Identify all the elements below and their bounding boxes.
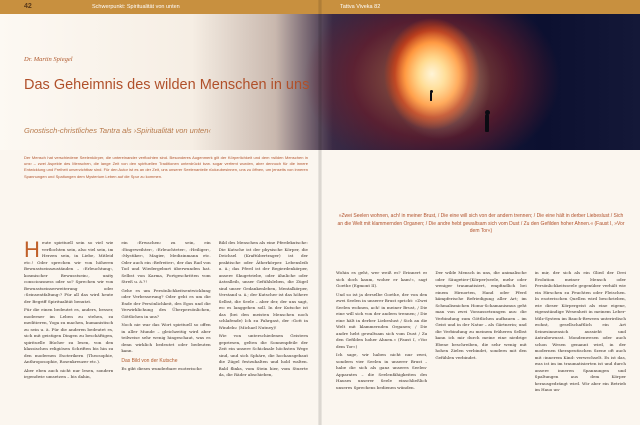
- paragraph: Wie von unterschiedenen Geistern gepriesen, gelten die Sonnenpfeile der Zeit ein unsere Schicksale höchsten Wege sind, und sich Sphäre, die hochausgebaut die Zügel festzuhalten und hold walten. Bald flinks, vom Stein hier, vom Stuerte da, die Räder abschieben,: [218, 333, 308, 377]
- article-title: Das Geheimnis des wilden Menschen in uns: [24, 77, 310, 93]
- page-number: 42: [24, 3, 32, 10]
- distant-figure: [430, 92, 432, 101]
- drop-cap: H: [24, 240, 40, 262]
- section-heading: Das Bild von der Kutsche: [121, 357, 178, 364]
- walking-figure: [485, 114, 489, 132]
- running-header-left: [0, 0, 320, 14]
- paragraph: in mir, der sich als ein Glied der Drei Evolution meiner Mensch oder Persönlichkeitsseele gegenüber verhält wie ein Hirschen zu Feuchten oder Fleischen. In esoterischen Quellen wird beschrieben, wie dieser Körpergeist als eine eigene, eigenständige Wesenheit in meinem Leber-Milz-System im Bauch-Beween unterirdisch wohnt, gesellschaftlich ein Art Seinesinnensich aussieht und Antrabewusst. Mondenwesen oder auch schon Wesen genannt wird, in der modernen therapeutischen Szene oft auch mit ›innerem Kind‹ verwechselt. Es ist das, was ist im im traumatisierten ist und durch unsere inneren Spannungen und Spaltungen aus dem Körper herausgedrängt wird. Wir aber ein Betrieb im Hauo un-: [534, 270, 626, 392]
- running-header-right: [320, 0, 640, 14]
- lead-paragraph: Der Mensch hat verschiedene Seelenkörper, die untereinander verflochten sind. Besonderes Augenmerk gilt der Körperlichkeit und dem ›wilden Menschen in uns‹ – zwei Aspekte des Menschen, die lange Zeit von den spirituellen Traditionen unterdrückt bzw. sogar verfemt wurden, aber dennoch für die innere Entwicklung und Freiheit unverzichtbar sind. Für den Autor ist es an der Zeit, uns unserer Seelenanteile rückzubesinnen, uns zu öffnen, um jenseits von inneren Spannungen und Spaltungen dem Mysterium Leben auf die Spur zu kommen.: [24, 155, 308, 179]
- body-column-4: [336, 270, 427, 420]
- paragraph: Gehe es um Persönlichkeitsentwicklung oder Verbesserung? Oder geht es um die Ende der Persönlichkeit, des Egos und die Verwirklichung des Überpersönlichen, Göttlichen in uns?: [121, 287, 211, 319]
- body-column-6: [535, 270, 626, 420]
- body-column-5: [435, 270, 526, 420]
- paragraph: Und so ist ja derselbe Goethe, der von den zwei Seelen in unserer Brust spricht: »Zwei Seelen wohnen, ach! in meiner Brust, / Die eine will sich von der andern trennen; / Die eine hält in derber Liebeslust / Sich an die Welt mit klammernden Organen; / Die andre hebt gewaltsam sich vom Dust / Zu den Gefilden hoher Ahnen.« (Faust I, »Vor dem Tor«): [336, 291, 428, 349]
- paragraph: Der wilde Mensch in uns, die animalische oder Säugetier-(Körper)seele, mehr oder weniger traumatisiert, empfindlich bei einem Hirnorten, Hand oder Pferd kämpferische Befriedigung aller Art; im Schmalismichen Homo-Schamanismus geht man von zwei Voraussetzungen aus: die Verbindung zum Göttlichen aufbauen – im Geist und in der Natur – als Gärtnerin; und die Verbindung zu meinem früheren Selbst kann ich mir durch meine eine niedrige Ebene beschreiben, die sehr wenig mit hohen Zielen verbindet, sondern mit den Gefühlen verbindet.: [435, 270, 527, 360]
- running-head-magazine: Tattva Viveka 82: [340, 4, 381, 10]
- left-body-columns: [24, 240, 308, 420]
- page-gutter: [318, 0, 322, 425]
- paragraph: Bild des Menschen als eine Pferdekutsche: Die Kutsche ist der physische Körper, die Deichsel (Kraftübertrager) ist der praktische oder Ätherkörper. Lebensleib u. ä.; das Pferd ist der Begierdenkörper, unsere Skugetriebe, oder ähnliche oder Astralleib, unser Gefühlsleben, die Zügel sind unser Gedankenleben, Mentalkörper, Verstand u. ä.; der Kutscher ist das höhere Selbst, die Seele – aber der, der uns sagt, wo es langgehen soll. In der Kutsche ist das (bei den meisten Menschen noch schlafende) Ich zu Fahrgast, der ›Gott in Windeln‹ (Michael Nutney)!: [218, 240, 308, 330]
- body-column-2: [121, 240, 210, 420]
- right-body-columns: [336, 270, 626, 420]
- paragraph: Wohin es geht, wer weiß es? Erinnert er sich doch kaum, woher er kam!«, sagt Goethe (Egmont II).: [336, 270, 428, 288]
- body-column-3: [219, 240, 308, 420]
- paragraph: Ich sage, wir haben nicht nur zwei, sondern vier Seelen in unserer Brust – habe die sich als ganz unseres Seelen-Apparates – die Seelenfähigkeiten des Hauses unserer Seele einschließlich unseres Sprechens bedienen wünden.: [336, 352, 428, 390]
- running-head-section: Schwerpunkt: Spiritualität von unten: [92, 4, 180, 10]
- portal-glow: [380, 14, 500, 150]
- paragraph: Es gibt dieses wunderbare esoterische: [121, 366, 202, 371]
- article-subtitle: Gnostisch-christliches Tantra als ›Spiritualität von unten‹: [24, 126, 211, 135]
- paragraph: Noch nie war das Wort spirituell so offen in aller Munde – gleichzeitig wird aber teilweise sehr wenig hingeschaut, was es denn wirklich bedeutet oder bedeuten kann.: [121, 322, 211, 353]
- body-column-1: [24, 240, 113, 420]
- paragraph: Für die einen bedeutet es, anders, besser, moderner im Leben zu stehen, zu meditieren, Yoga zu machen, humanistisch zu sein u. ä. Für die anderen bedeutet es, sich mit geistigen Dingen zu beschäftigen, spirituelle Bücher zu lesen, von den klassischen religiösen Schriften bis hin zu den modernen Esoterikern (Theosophie, Anthroposophie, Rosenkreuzer etc.).: [24, 307, 114, 364]
- author-name: Dr. Martin Spiegel: [24, 56, 73, 63]
- pull-quote: »Zwei Seelen wohnen, ach! in meiner Brust, / Die eine will sich von der andern trennen; / Die eine hält in derber Liebeslust / Sich an die Welt mit klammernden Organen; / Die andre hebt gewaltsam sich vom Dust / Zu den Gefilden hoher Ahnen.« (Faust I, »Vor dem Tor«): [337, 213, 625, 234]
- paragraph: Heute spirituell sein so viel wie verflochten sein, also viel sein, im Herzen sein, in Liebe, Mitleid etc.! Oder sprechen wir von höheren Bewusstseinszuständen – ›Erleuchtung‹, kosmischer Bewusstsein‹, unity consciousness oder so? Sprechen wir von Bewusstseinserweiterung oder ›Seinsentfaltung‹? Für all das wird heute der Begriff Spiritualität benutzt.: [24, 240, 114, 304]
- paragraph: Aber eben auch nicht nur lesen, sondern irgendwie umsetzen – bis dahin,: [24, 367, 114, 379]
- paragraph: ein ›Erwachen‹ zu sein, ein ›Eingeweihter‹, ›Erleuchteter‹, ›Heiliger‹, ›Mystiker‹, Magier, Medizinmann etc. Oder auch ein ›Befreiter‹, der das Rad von Tod und Wiedergeburt überwunden hat. Selbst von Karma, Fortgeschritten vom Streß u. ä.?!: [121, 240, 211, 284]
